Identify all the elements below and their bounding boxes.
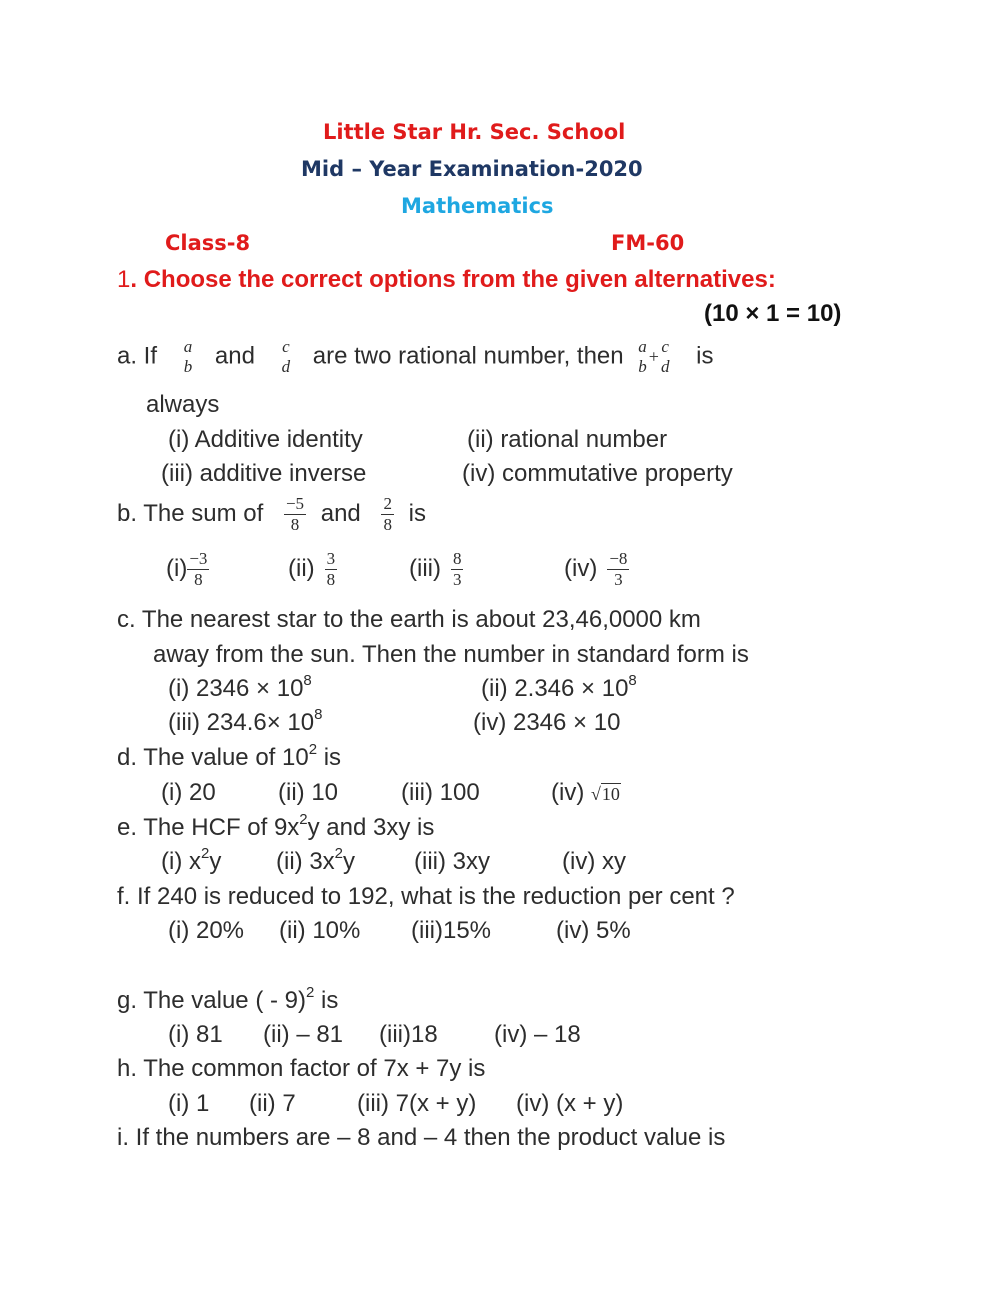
question-a — [117, 337, 713, 377]
question-b — [117, 494, 426, 535]
qg-option-1: (i) 81 — [168, 1021, 223, 1048]
qc-o2-base: (ii) 2.346 × 10 — [481, 675, 629, 702]
qb-f1-den: 8 — [284, 514, 306, 535]
question-i: i. If the numbers are – 8 and – 4 then the product value is — [117, 1124, 726, 1151]
qb-option-4-label: (iv) — [564, 554, 598, 582]
qd-option-3: (iii) 100 — [401, 779, 480, 806]
qe-option-3: (iii) 3xy — [414, 848, 490, 875]
qh-option-1: (i) 1 — [168, 1090, 210, 1117]
sqrt-radicand: 10 — [601, 784, 620, 804]
qa-option-4: (iv) commutative property — [462, 460, 733, 487]
qa-option-1: (i) Additive identity — [168, 426, 363, 453]
qa-fraction-1 — [182, 337, 195, 377]
qc-line-2: away from the sun. Then the number in standard form is — [153, 641, 749, 668]
qh-option-3: (iii) 7(x + y) — [357, 1090, 477, 1117]
qa-sum-f2-den: d — [660, 357, 670, 376]
qb-o4-num: −8 — [609, 549, 628, 568]
qe-o1-post: y — [209, 848, 222, 875]
qb-o3-num: 8 — [452, 549, 462, 568]
qf-option-3: (iii)15% — [411, 917, 492, 944]
qd-post: is — [317, 744, 342, 771]
qa-continuation: always — [146, 391, 220, 418]
class-label: Class-8 — [165, 231, 251, 255]
qd-pre: d. The value of 10 — [117, 744, 309, 771]
qb-option-4 — [564, 549, 633, 590]
qg-option-4: (iv) – 18 — [494, 1021, 581, 1048]
qc-o3-exp: 8 — [314, 706, 323, 723]
qb-f2-num: 2 — [383, 494, 392, 513]
section-instruction: . Choose the correct options from the given alternatives: — [130, 266, 776, 293]
school-name: Little Star Hr. Sec. School — [323, 120, 626, 144]
qb-text-1: b. The sum of — [117, 499, 264, 527]
question-e — [117, 811, 435, 842]
qa-frac1-den: b — [183, 357, 193, 376]
qa-option-2: (ii) rational number — [467, 426, 668, 453]
qe-o1-exp: 2 — [200, 845, 210, 862]
qe-o2-exp: 2 — [334, 845, 344, 862]
qa-frac2-den: d — [281, 357, 291, 376]
qb-text-3: is — [408, 499, 426, 527]
qc-o1-exp: 8 — [303, 672, 312, 689]
qf-option-1: (i) 20% — [168, 917, 245, 944]
qa-text-3: are two rational number, then — [312, 342, 624, 370]
qb-option-1 — [166, 549, 213, 590]
qa-text-1: a. If — [117, 342, 158, 370]
qc-option-2 — [481, 672, 637, 703]
qf-option-4: (iv) 5% — [556, 917, 631, 944]
qd-option-4-label: (iv) — [551, 779, 585, 806]
qc-option-1 — [168, 672, 312, 703]
exam-title: Mid – Year Examination-2020 — [301, 157, 643, 181]
qe-pre: e. The HCF of 9x — [117, 814, 300, 841]
qg-option-3: (iii)18 — [379, 1021, 438, 1048]
qb-option-2-fraction — [325, 549, 338, 590]
qe-o2-pre: (ii) 3x — [276, 848, 335, 875]
qe-option-4: (iv) xy — [562, 848, 626, 875]
qd-option-1: (i) 20 — [161, 779, 216, 806]
qe-post: y and 3xy is — [307, 814, 435, 841]
qb-o1-den: 8 — [187, 569, 209, 590]
qg-pre: g. The value ( - 9) — [117, 987, 306, 1014]
qb-option-3-fraction — [451, 549, 464, 590]
qa-plus-sign: + — [648, 346, 659, 367]
section-marks: (10 × 1 = 10) — [704, 300, 842, 327]
qg-post: is — [314, 987, 339, 1014]
question-f: f. If 240 is reduced to 192, what is the reduction per cent ? — [117, 883, 735, 910]
qh-option-2: (ii) 7 — [249, 1090, 296, 1117]
qa-frac1-num: a — [183, 337, 193, 356]
section-heading — [117, 266, 776, 294]
qc-option-3 — [168, 706, 323, 737]
qe-o2-post: y — [343, 848, 356, 875]
qb-f2-den: 8 — [383, 515, 392, 534]
qa-sum-f1-den: b — [638, 357, 647, 376]
qc-o3-base: (iii) 234.6× 10 — [168, 709, 315, 736]
qb-o3-den: 3 — [452, 570, 462, 589]
qb-o1-num: −3 — [189, 549, 208, 568]
qa-sum-fraction-2 — [659, 337, 672, 377]
qg-option-2: (ii) – 81 — [263, 1021, 344, 1048]
qf-option-2: (ii) 10% — [279, 917, 361, 944]
qd-exp: 2 — [308, 741, 318, 758]
qb-o4-den: 3 — [607, 569, 629, 590]
qb-option-1-fraction — [187, 549, 209, 590]
qe-o1-pre: (i) x — [161, 848, 201, 875]
subject-title: Mathematics — [401, 194, 554, 218]
qd-option-4 — [551, 779, 621, 807]
qe-option-2 — [276, 845, 356, 876]
qb-f1-num: −5 — [285, 494, 305, 513]
question-d — [117, 741, 342, 772]
qc-o4-base: (iv) 2346 × 10 — [473, 709, 621, 736]
question-g — [117, 984, 339, 1015]
qb-o2-den: 8 — [326, 570, 336, 589]
qb-option-3-label: (iii) — [409, 554, 441, 582]
qa-sum-f2-num: c — [661, 337, 669, 356]
qg-exp: 2 — [305, 984, 315, 1001]
qa-text-4: is — [696, 342, 714, 370]
qe-exp: 2 — [299, 811, 308, 828]
qh-option-4: (iv) (x + y) — [516, 1090, 624, 1117]
qc-line-1: c. The nearest star to the earth is about 23,46,0000 km — [117, 606, 701, 633]
sqrt-symbol: √10 — [591, 784, 620, 804]
qa-option-3: (iii) additive inverse — [161, 460, 367, 487]
qb-option-2 — [288, 549, 341, 590]
qa-frac2-num: c — [282, 337, 290, 356]
qe-option-1 — [161, 845, 222, 876]
qa-text-2: and — [214, 342, 255, 370]
qb-o2-num: 3 — [326, 549, 336, 568]
qc-option-4 — [473, 709, 620, 737]
qc-o1-base: (i) 2346 × 10 — [168, 675, 304, 702]
section-number: 1 — [117, 266, 131, 293]
qc-o2-exp: 8 — [628, 672, 637, 689]
qb-fraction-1 — [284, 494, 306, 535]
qd-option-2: (ii) 10 — [278, 779, 339, 806]
full-marks-label: FM-60 — [611, 231, 685, 255]
qb-fraction-2 — [381, 494, 394, 535]
qa-fraction-2 — [280, 337, 293, 377]
qa-sum-fraction-1 — [636, 337, 649, 377]
qb-option-3 — [409, 549, 467, 590]
qb-option-4-fraction — [607, 549, 629, 590]
question-h: h. The common factor of 7x + 7y is — [117, 1055, 486, 1082]
qa-sum-f1-num: a — [638, 337, 647, 356]
qb-text-2: and — [320, 499, 361, 527]
qb-option-2-label: (ii) — [288, 554, 315, 582]
qb-option-1-label: (i) — [166, 554, 188, 582]
